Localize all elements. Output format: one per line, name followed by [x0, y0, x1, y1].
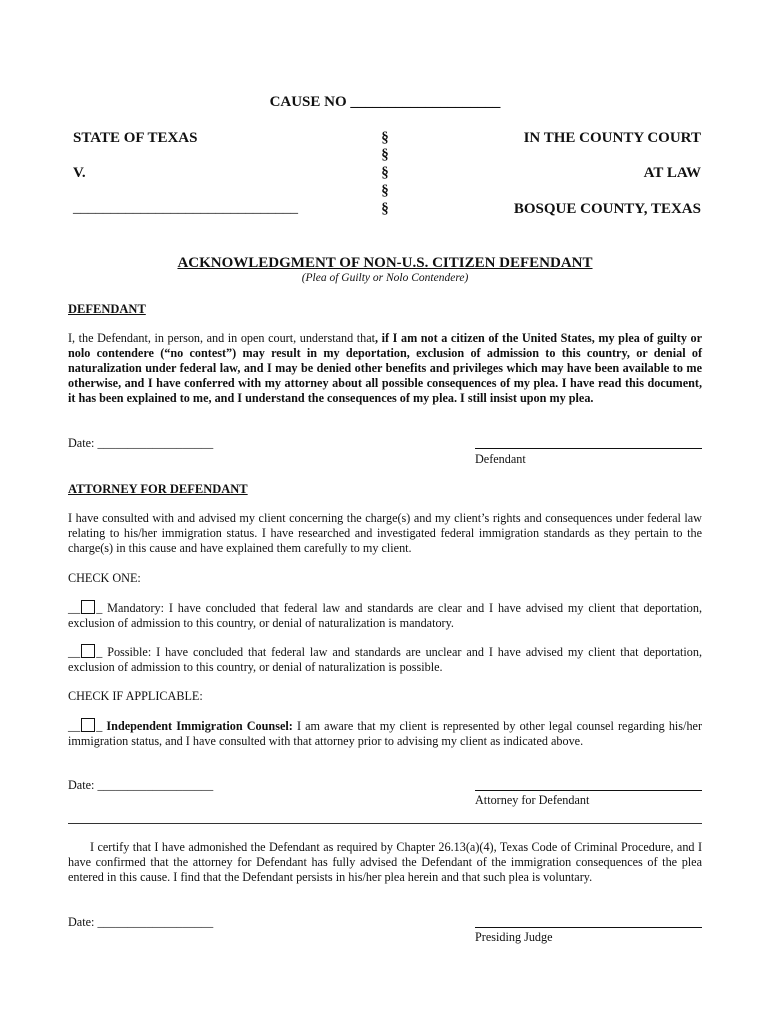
section-symbol: §	[381, 147, 389, 163]
attorney-date-field[interactable]: Date: ___________________	[68, 778, 214, 792]
independent-counsel-option	[68, 718, 702, 749]
possible-checkbox[interactable]	[81, 644, 95, 658]
section-symbol: §	[381, 165, 389, 181]
judge-date-field[interactable]: Date: ___________________	[68, 915, 214, 929]
caption-county: BOSQUE COUNTY, TEXAS	[513, 201, 701, 217]
attorney-signature-line[interactable]	[475, 790, 702, 791]
caption-versus: V.	[73, 165, 86, 181]
defendant-statement-intro: I, the Defendant, in person, and in open court, understand that	[68, 331, 376, 345]
mandatory-checkbox[interactable]	[81, 600, 95, 614]
caption-at-law: AT LAW	[643, 165, 701, 181]
section-symbol: §	[381, 183, 389, 199]
defendant-signature-line[interactable]	[475, 448, 702, 449]
mandatory-option	[68, 600, 702, 631]
attorney-signature-label: Attorney for Defendant	[475, 793, 590, 807]
check-one-label: CHECK ONE:	[68, 571, 141, 585]
section-symbol: §	[381, 130, 389, 146]
check-if-applicable-label: CHECK IF APPLICABLE:	[68, 689, 203, 703]
checkbox-prefix: __	[68, 645, 81, 659]
possible-text: Possible: I have concluded that federal law and standards are unclear and I have advised my client that deportation, exclusion of admission to this country, or denial of naturalization is possible.	[68, 645, 703, 674]
independent-counsel-checkbox[interactable]	[81, 718, 95, 732]
judge-signature-label: Presiding Judge	[475, 930, 553, 944]
defendant-statement	[68, 331, 702, 406]
independent-counsel-text: I am aware that my client is represented by other legal counsel regarding his/her immigration status, and I have consulted with that attorney prior to advising my client as indicated above.	[68, 719, 703, 748]
attorney-statement: I have consulted with and advised my client concerning the charge(s) and my client’s rights and consequences under federal law relating to his/her immigration status. I have researched and investigated federal immigration standards as they pertain to the charge(s) in this cause and have explained them carefully to my client.	[68, 511, 702, 555]
section-divider	[68, 823, 702, 824]
document-subtitle: (Plea of Guilty or Nolo Contendere)	[301, 272, 469, 284]
checkbox-prefix: __	[68, 601, 81, 615]
independent-counsel-label: Independent Immigration Counsel:	[106, 719, 293, 733]
section-symbol: §	[381, 201, 389, 217]
defendant-signature-label: Defendant	[475, 452, 526, 466]
document-title: ACKNOWLEDGMENT OF NON-U.S. CITIZEN DEFENDANT	[177, 255, 593, 271]
checkbox-prefix: __	[68, 719, 81, 733]
caption-court: IN THE COUNTY COURT	[523, 130, 701, 146]
judge-certification: I certify that I have admonished the Defendant as required by Chapter 26.13(a)(4), Texas Code of Criminal Procedure, and I have confirmed that the attorney for Defendant has fully advised the Defendant of the immigration consequences of the plea entered in this cause. I find that the Defendant persists in his/her plea herein and that such plea is voluntary.	[68, 840, 702, 884]
judge-signature-line[interactable]	[475, 927, 702, 928]
caption-defendant-blank: ______________________________	[73, 200, 298, 216]
caption-state: STATE OF TEXAS	[73, 130, 198, 146]
checkbox-suffix: _	[96, 645, 103, 659]
possible-option	[68, 644, 702, 675]
checkbox-suffix: _	[96, 719, 103, 733]
attorney-heading: ATTORNEY FOR DEFENDANT	[68, 482, 248, 496]
defendant-heading: DEFENDANT	[68, 302, 146, 316]
cause-number: CAUSE NO ____________________	[269, 94, 501, 110]
mandatory-text: Mandatory: I have concluded that federal law and standards are clear and I have advised my client that deportation, exclusion of admission to this country, or denial of naturalization is mandatory.	[68, 601, 703, 630]
checkbox-suffix: _	[96, 601, 103, 615]
defendant-date-field[interactable]: Date: ___________________	[68, 436, 214, 450]
defendant-statement-bold: , if I am not a citizen of the United States, my plea of guilty or nolo contendere (“no contest”) may result in my deportation, exclusion of admission to this country, or denial of naturalization under federal law, and I may be denied other benefits and privileges which may have been available to me otherwise, and I have conferred with my attorney about all possible consequences of my plea. I have read this document, it has been explained to me, and I understand the consequences of my plea. I still insist upon my plea.	[68, 331, 702, 405]
